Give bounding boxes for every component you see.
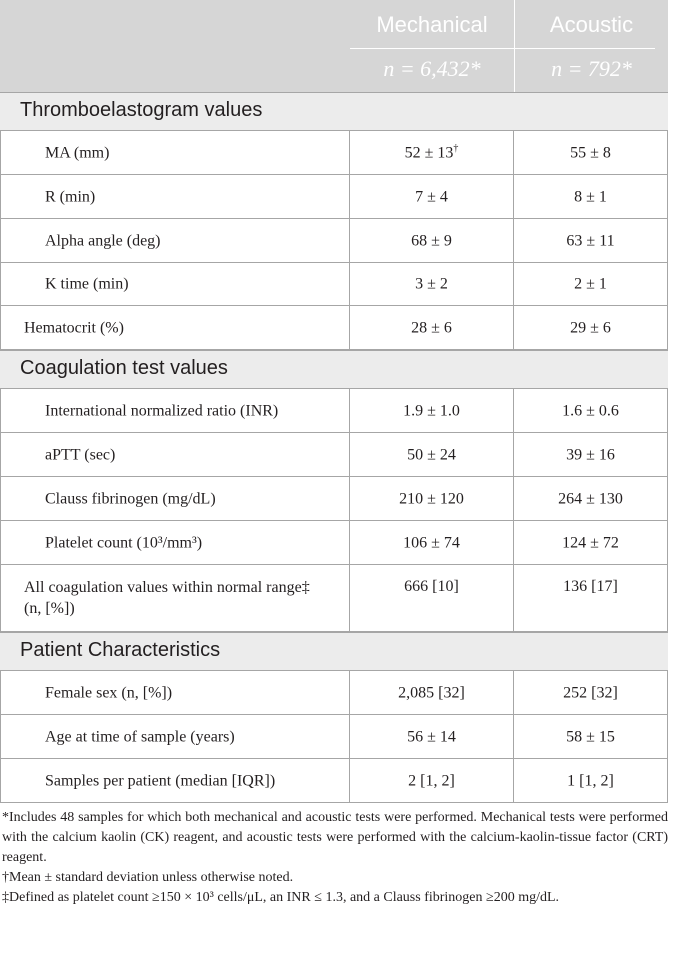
table-row: [0, 715, 668, 759]
footnote-double-dagger: ‡Defined as platelet count ≥150 × 10³ cells/μL, an INR ≤ 1.3, and a Clauss fibrinogen ≥200 mg/dL.: [2, 890, 560, 905]
row-label: MA (mm): [45, 144, 110, 161]
row-value-mechanical: 106 ± 74: [403, 534, 460, 551]
row-value-acoustic: 264 ± 130: [558, 490, 623, 507]
row-label: K time (min): [45, 275, 129, 293]
header-mechanical-n: n = 6,432*: [383, 56, 481, 81]
footnote-dagger: †Mean ± standard deviation unless otherwise noted.: [2, 870, 294, 885]
row-value-acoustic: 1 [1, 2]: [567, 772, 614, 789]
footnotes: [2, 808, 668, 908]
row-value-acoustic: 252 [32]: [563, 684, 618, 701]
row-label: Platelet count (10³/mm³): [45, 534, 203, 551]
row-value-mechanical: 7 ± 4: [415, 188, 448, 205]
row-value-mechanical: 210 ± 120: [399, 490, 464, 507]
header-mechanical: Mechanical: [376, 12, 488, 37]
row-label: All coagulation values within normal range‡ (n, [%]): [24, 579, 310, 617]
row-value-acoustic: 8 ± 1: [574, 188, 607, 205]
table-row: [0, 306, 668, 350]
table-header: [0, 0, 668, 92]
table-row: [0, 263, 668, 306]
table-row: [0, 131, 668, 175]
table-row: [0, 175, 668, 219]
section-title: Thromboelastogram values: [20, 99, 263, 121]
section-patient-characteristics: [0, 632, 668, 671]
row-value-acoustic: 2 ± 1: [574, 275, 607, 293]
section-coagulation: [0, 350, 668, 389]
row-value-acoustic: 124 ± 72: [562, 534, 619, 551]
row-value-mechanical: 56 ± 14: [407, 728, 456, 745]
row-label: Samples per patient (median [IQR]): [45, 772, 276, 789]
row-label: Alpha angle (deg): [45, 232, 161, 249]
row-value-mechanical: 2,085 [32]: [398, 684, 465, 701]
footnote-star: *Includes 48 samples for which both mechanical and acoustic tests were performed. Mechanical tests were performed with the calcium kaolin (CK) reagent, and acoustic tests were performed with the calcium-kaolin-tissue factor (CRT) reagent.: [2, 810, 668, 865]
table-row: [0, 521, 668, 565]
row-label: Female sex (n, [%]): [45, 684, 173, 701]
row-value-mechanical: 666 [10]: [404, 578, 459, 595]
row-value-acoustic: 58 ± 15: [566, 728, 615, 745]
row-value-acoustic: 136 [17]: [563, 578, 618, 595]
row-value-acoustic: 55 ± 8: [570, 144, 611, 161]
row-value-mechanical: 1.9 ± 1.0: [403, 402, 460, 419]
row-value-acoustic: 29 ± 6: [570, 319, 611, 336]
row-value-mechanical: 28 ± 6: [411, 319, 452, 336]
row-value-mechanical: 2 [1, 2]: [408, 772, 455, 789]
table-row: [0, 565, 668, 632]
row-value-acoustic: 1.6 ± 0.6: [562, 402, 619, 419]
table-row: [0, 477, 668, 521]
section-title: Patient Characteristics: [20, 639, 221, 661]
section-thromboelastogram: [0, 92, 668, 131]
section-title: Coagulation test values: [20, 357, 228, 379]
row-value-mechanical: 68 ± 9: [411, 232, 452, 249]
row-label: R (min): [45, 188, 96, 205]
row-label: Clauss fibrinogen (mg/dL): [45, 490, 216, 507]
table-row: [0, 219, 668, 263]
row-value-mechanical: 3 ± 2: [415, 275, 448, 293]
row-value-acoustic: 63 ± 11: [566, 232, 615, 249]
row-label: Hematocrit (%): [24, 319, 124, 336]
row-label: International normalized ratio (INR): [45, 402, 279, 419]
row-label: aPTT (sec): [45, 446, 116, 463]
row-label: Age at time of sample (years): [45, 728, 235, 745]
table-row: [0, 759, 668, 803]
table-row: [0, 433, 668, 477]
table-row: [0, 671, 668, 715]
row-value-mechanical: 50 ± 24: [407, 446, 456, 463]
row-value-mechanical: 52 ± 13†: [404, 142, 459, 161]
header-acoustic: Acoustic: [549, 12, 634, 37]
row-value-acoustic: 39 ± 16: [566, 446, 615, 463]
header-acoustic-n: n = 792*: [551, 56, 632, 81]
table-row: [0, 389, 668, 433]
